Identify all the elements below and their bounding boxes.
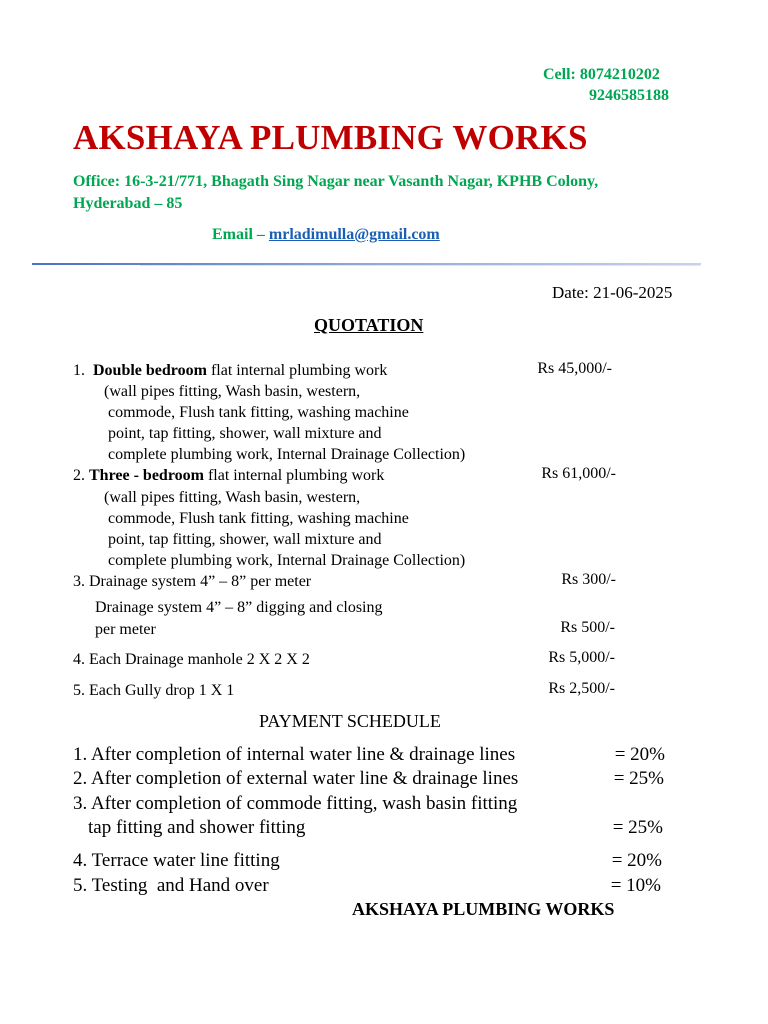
quote-item-5: 5. Each Gully drop 1 X 1 — [73, 682, 235, 699]
quote-item-4: 4. Each Drainage manhole 2 X 2 X 2 — [73, 651, 310, 668]
email-line — [212, 226, 440, 244]
quote-item-4-price: Rs 5,000/- — [548, 649, 615, 666]
office-address-line1: Office: 16-3-21/771, Bhagath Sing Nagar near Vasanth Nagar, KPHB Colony, — [73, 173, 599, 190]
quote-item-3b-price: Rs 500/- — [560, 619, 615, 636]
quotation-date: Date: 21-06-2025 — [552, 283, 673, 302]
header-divider-shadow — [140, 265, 700, 266]
payment-row-4: 4. Terrace water line fitting — [73, 850, 280, 871]
office-address-line2: Hyderabad – 85 — [73, 195, 183, 212]
payment-row-1: 1. After completion of internal water line & drainage lines — [73, 744, 516, 765]
payment-row-3: 3. After completion of commode fitting, wash basin fitting — [73, 793, 518, 814]
quote-item-2-detail: point, tap fitting, shower, wall mixture and — [100, 531, 382, 548]
quote-item-1-detail: complete plumbing work, Internal Drainage Collection) — [100, 446, 466, 463]
quote-item-5-price: Rs 2,500/- — [548, 680, 615, 697]
quote-item-2-detail: complete plumbing work, Internal Drainage Collection) — [100, 552, 466, 569]
quote-item-1 — [73, 360, 387, 381]
item-number: 1. — [73, 362, 93, 379]
quote-item-3: 3. Drainage system 4” – 8” per meter — [73, 573, 312, 590]
item-bold-label: Double bedroom — [93, 362, 207, 379]
signature-company: AKSHAYA PLUMBING WORKS — [352, 899, 615, 919]
company-name: AKSHAYA PLUMBING WORKS — [73, 118, 588, 157]
quote-item-1-detail: (wall pipes fitting, Wash basin, western, — [100, 383, 361, 400]
quote-item-2-price: Rs 61,000/- — [541, 465, 616, 482]
quote-item-3b-line2: per meter — [95, 621, 156, 638]
quotation-title: QUOTATION — [314, 315, 424, 335]
payment-row-5-percent: = 10% — [610, 875, 661, 896]
cell-number: Cell: 8074210202 — [543, 66, 660, 83]
payment-row-5: 5. Testing and Hand over — [73, 875, 269, 896]
payment-row-3-percent: = 25% — [612, 817, 663, 838]
item-number: 2. — [73, 467, 89, 484]
quote-item-3b: Drainage system 4” – 8” digging and closing — [95, 599, 383, 616]
cell-number-second: 9246585188 — [589, 87, 669, 104]
item-bold-label: Three - bedroom — [89, 467, 204, 484]
quote-item-2-detail: (wall pipes fitting, Wash basin, western, — [100, 489, 361, 506]
payment-row-1-percent: = 20% — [614, 744, 665, 765]
email-link[interactable]: mrladimulla@gmail.com — [268, 226, 440, 243]
payment-row-4-percent: = 20% — [611, 850, 662, 871]
payment-row-3-line2: tap fitting and shower fitting — [88, 817, 306, 838]
email-label: Email – — [212, 226, 269, 243]
item-description: flat internal plumbing work — [203, 467, 385, 484]
quote-item-2 — [73, 465, 384, 486]
quote-item-2-detail: commode, Flush tank fitting, washing machine — [100, 510, 409, 527]
quote-item-1-price: Rs 45,000/- — [537, 360, 612, 377]
item-description: flat internal plumbing work — [206, 362, 388, 379]
payment-row-2-percent: = 25% — [613, 768, 664, 789]
quote-item-3-price: Rs 300/- — [561, 571, 616, 588]
payment-row-2: 2. After completion of external water line & drainage lines — [73, 768, 519, 789]
quote-item-1-detail: commode, Flush tank fitting, washing machine — [100, 404, 409, 421]
quote-item-1-detail: point, tap fitting, shower, wall mixture and — [100, 425, 382, 442]
payment-schedule-title: PAYMENT SCHEDULE — [259, 711, 441, 731]
